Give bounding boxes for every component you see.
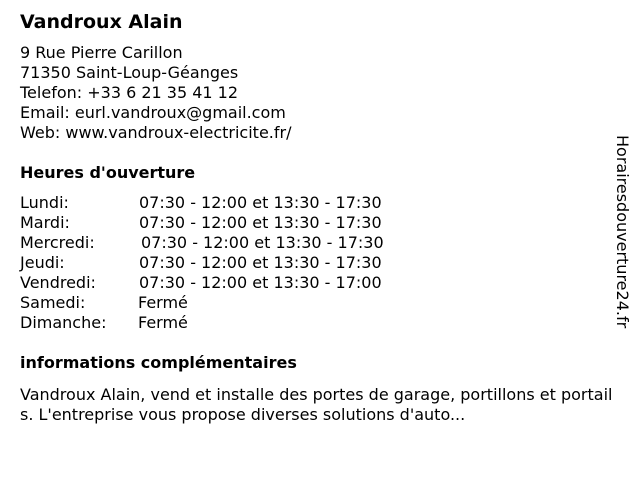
day-label: Mardi: xyxy=(20,213,70,232)
day-label: Mercredi: xyxy=(20,233,95,252)
day-label: Samedi: xyxy=(20,293,86,312)
day-hours: Fermé xyxy=(138,293,188,312)
hours-heading: Heures d'ouverture xyxy=(20,163,196,182)
day-label: Dimanche: xyxy=(20,313,107,332)
day-hours: 07:30 - 12:00 et 13:30 - 17:30 xyxy=(139,193,382,212)
address-line-2: 71350 Saint-Loup-Géanges xyxy=(20,63,239,82)
web-line: Web: www.vandroux-electricite.fr/ xyxy=(20,123,292,142)
business-description: Vandroux Alain, vend et installe des portes de garage, portillons et portails. L'entreprise vous propose diverses solutions d'auto... xyxy=(20,385,613,424)
contact-block xyxy=(20,43,291,143)
day-label: Lundi: xyxy=(20,193,69,212)
day-hours: Fermé xyxy=(138,313,188,332)
address-line-1: 9 Rue Pierre Carillon xyxy=(20,43,183,62)
day-label: Jeudi: xyxy=(20,253,65,272)
email-line: Email: eurl.vandroux@gmail.com xyxy=(20,103,286,122)
site-watermark: Horairesdouverture24.fr xyxy=(613,135,632,329)
day-hours: 07:30 - 12:00 et 13:30 - 17:30 xyxy=(139,253,382,272)
day-hours: 07:30 - 12:00 et 13:30 - 17:00 xyxy=(139,273,382,292)
day-label: Vendredi: xyxy=(20,273,96,292)
day-hours: 07:30 - 12:00 et 13:30 - 17:30 xyxy=(141,233,384,252)
business-name: Vandroux Alain xyxy=(20,11,183,33)
info-heading: informations complémentaires xyxy=(20,353,297,372)
phone-line: Telefon: +33 6 21 35 41 12 xyxy=(20,83,239,102)
day-hours: 07:30 - 12:00 et 13:30 - 17:30 xyxy=(139,213,382,232)
